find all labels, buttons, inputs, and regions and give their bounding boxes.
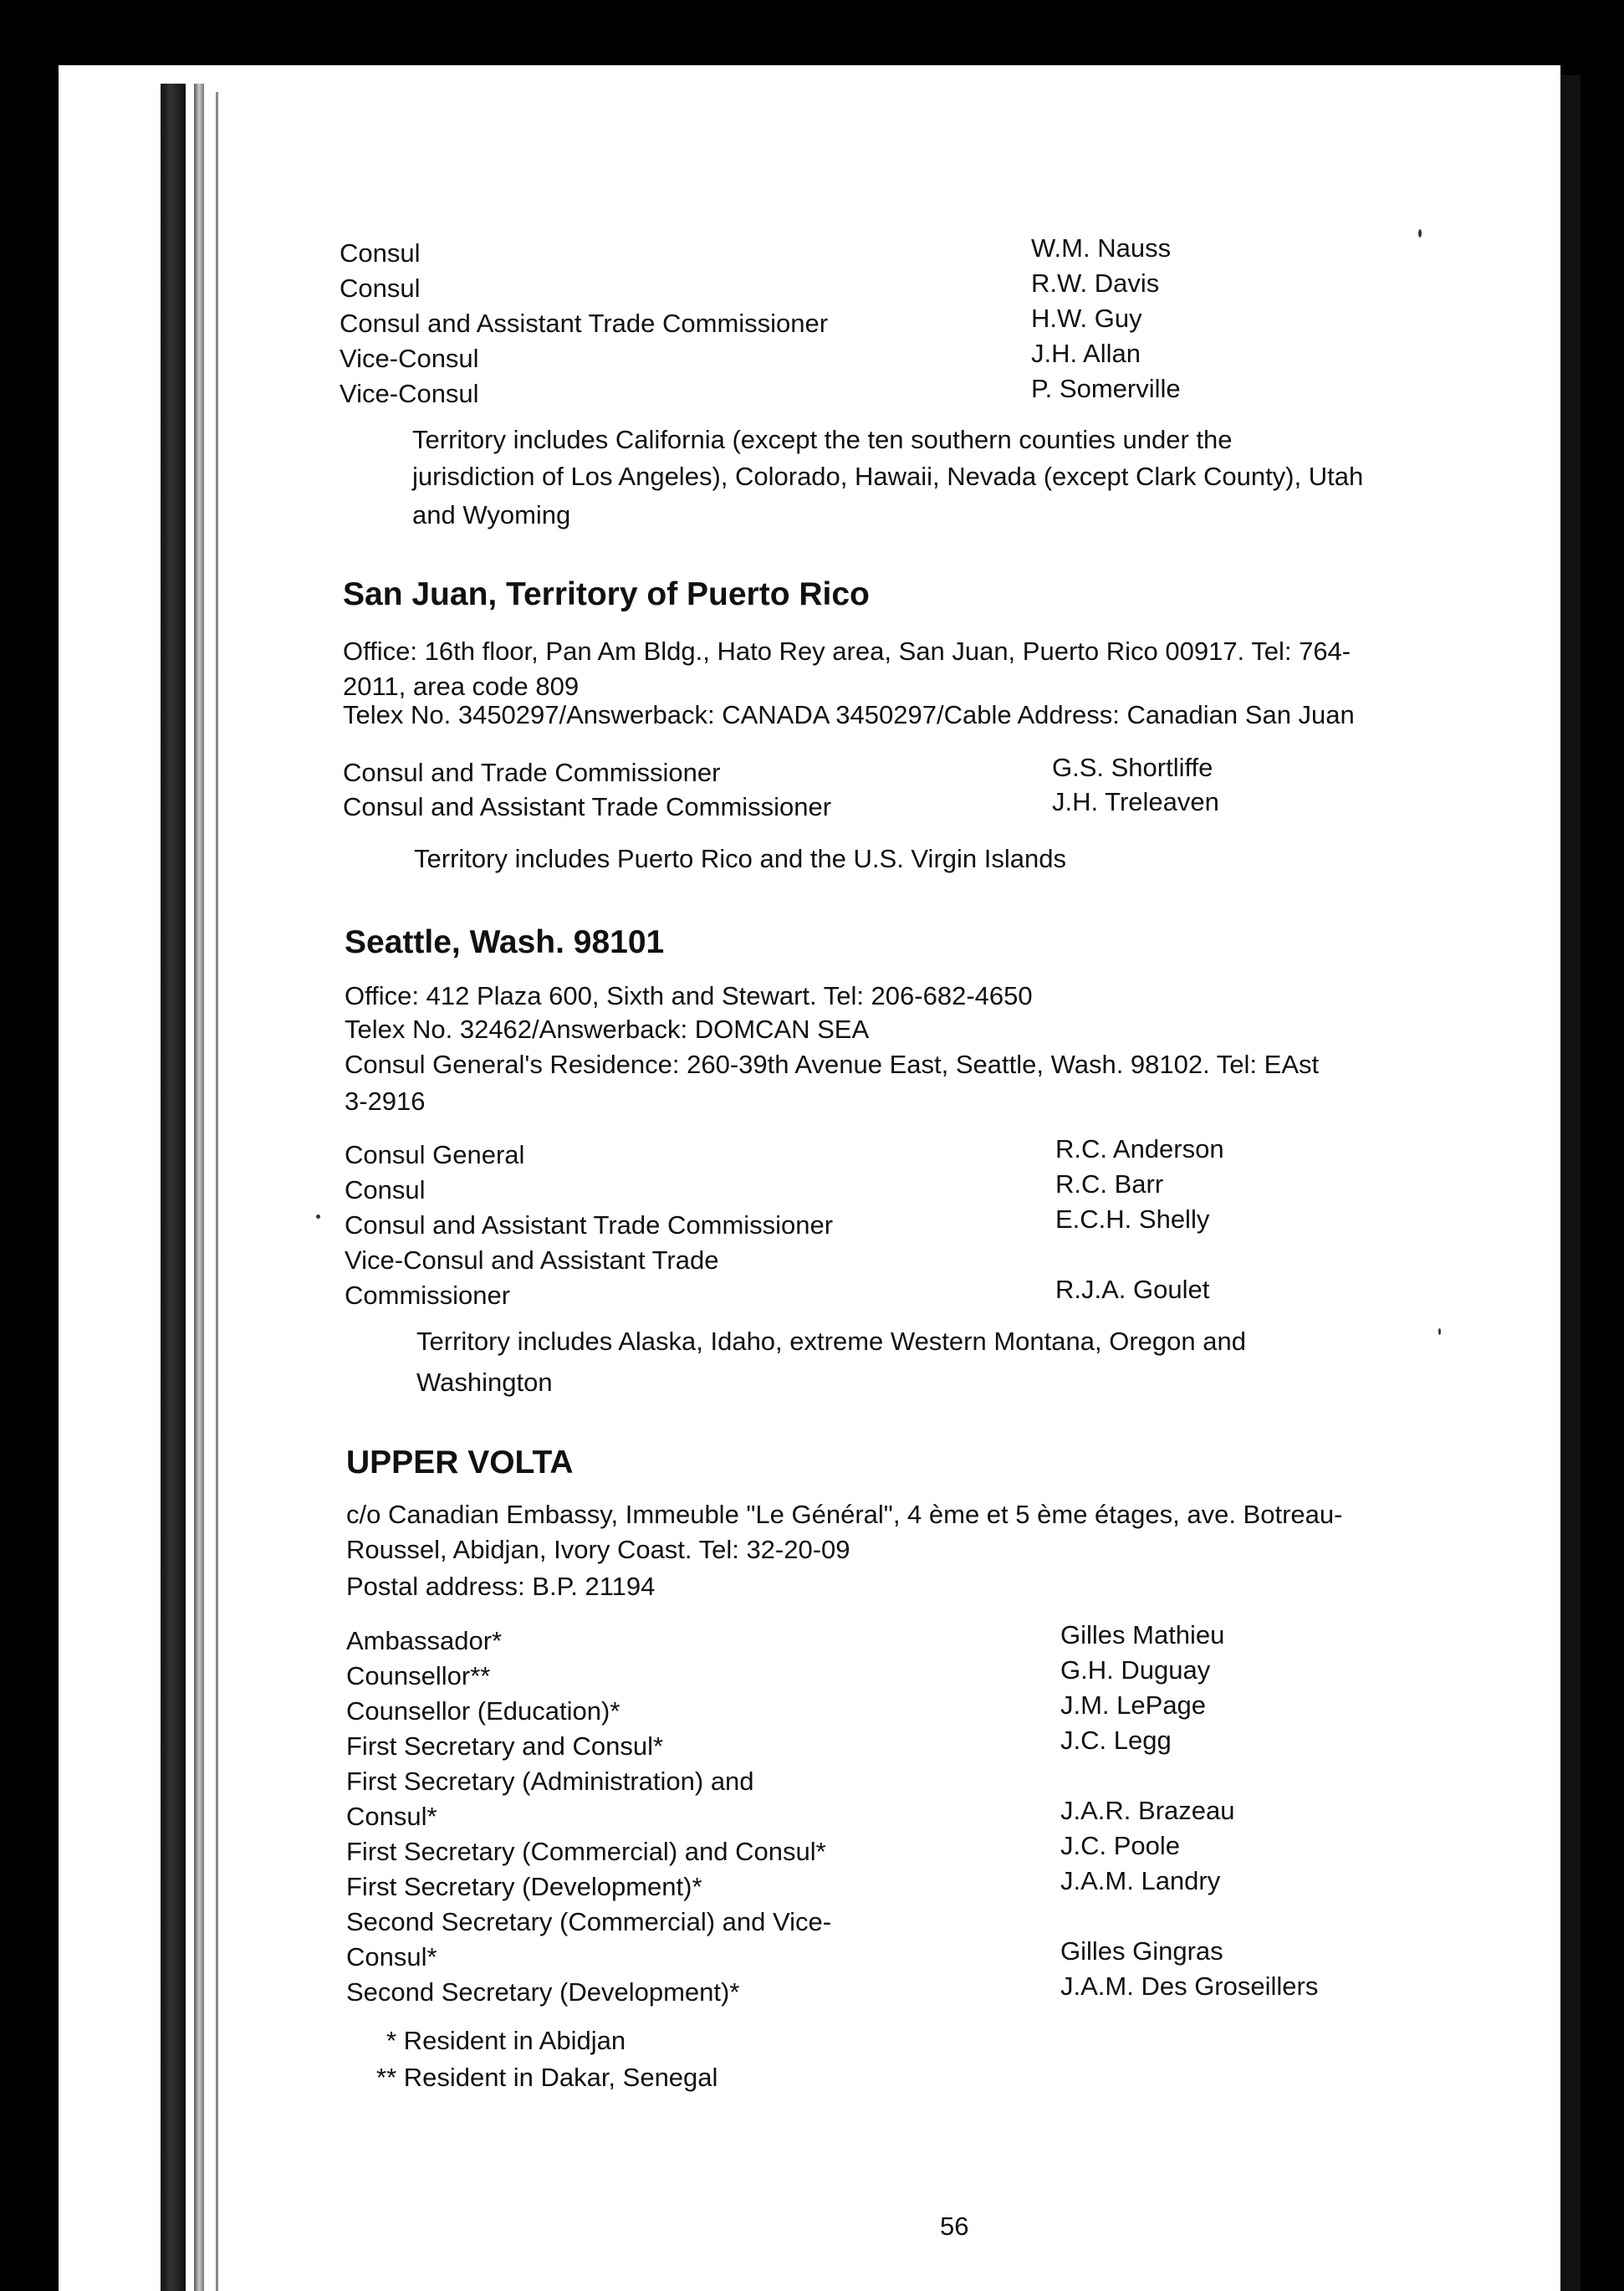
staff-title: Consul and Assistant Trade Commissioner xyxy=(345,1210,834,1240)
staff-title: Consul* xyxy=(346,1942,437,1971)
book-spine-line xyxy=(216,92,218,2291)
office-line: Telex No. 3450297/Answerback: CANADA 3450297/Cable Address: Canadian San Juan xyxy=(343,700,1355,729)
staff-name: R.C. Barr xyxy=(1055,1169,1164,1199)
staff-name: J.A.R. Brazeau xyxy=(1060,1796,1235,1825)
territory-line: and Wyoming xyxy=(412,500,571,529)
staff-name: J.M. LePage xyxy=(1060,1690,1207,1720)
page-right-shadow xyxy=(1560,75,1581,2291)
staff-name: J.H. Treleaven xyxy=(1052,787,1219,816)
staff-title: Counsellor** xyxy=(346,1661,491,1690)
staff-name: R.J.A. Goulet xyxy=(1055,1275,1210,1304)
territory-line: Territory includes California (except the ten southern counties under the xyxy=(412,425,1233,454)
staff-name: J.H. Allan xyxy=(1031,339,1141,368)
staff-title: First Secretary (Commercial) and Consul* xyxy=(346,1837,826,1866)
office-line: 3-2916 xyxy=(345,1087,426,1116)
staff-name: W.M. Nauss xyxy=(1031,233,1172,263)
scan-border-right xyxy=(1581,67,1624,2291)
staff-name: J.C. Legg xyxy=(1060,1726,1172,1755)
office-line: Consul General's Residence: 260-39th Avenue East, Seattle, Wash. 98102. Tel: EAst xyxy=(345,1050,1320,1079)
staff-title: Consul and Trade Commissioner xyxy=(343,758,721,787)
scan-speck xyxy=(316,1215,320,1219)
address-line: c/o Canadian Embassy, Immeuble "Le Général", 4 ème et 5 ème étages, ave. Botreau- xyxy=(346,1500,1343,1529)
staff-title: Consul xyxy=(340,238,421,268)
page-number: 56 xyxy=(940,2212,969,2241)
book-spine-shadow xyxy=(161,84,186,2291)
staff-title: Vice-Consul and Assistant Trade xyxy=(345,1245,719,1275)
footnote: * Resident in Abidjan xyxy=(386,2026,626,2055)
staff-name: R.C. Anderson xyxy=(1055,1134,1224,1163)
footnote: ** Resident in Dakar, Senegal xyxy=(376,2063,718,2092)
staff-name: G.H. Duguay xyxy=(1060,1655,1211,1685)
page-sheet xyxy=(59,65,1547,2291)
staff-title: Vice-Consul xyxy=(340,344,479,373)
staff-title: Second Secretary (Development)* xyxy=(346,1977,740,2007)
territory-note-san-juan: Territory includes Puerto Rico and the U.S. Virgin Islands xyxy=(414,844,1066,873)
staff-name: E.C.H. Shelly xyxy=(1055,1204,1210,1234)
section-heading-san-juan: San Juan, Territory of Puerto Rico xyxy=(343,576,870,612)
staff-name: P. Somerville xyxy=(1031,374,1181,403)
staff-title: Counsellor (Education)* xyxy=(346,1696,620,1726)
territory-line: Washington xyxy=(416,1368,553,1397)
staff-title: First Secretary (Administration) and xyxy=(346,1767,754,1796)
staff-name: J.A.M. Landry xyxy=(1060,1866,1221,1895)
territory-line: Territory includes Alaska, Idaho, extreme Western Montana, Oregon and xyxy=(416,1327,1246,1356)
staff-title: Second Secretary (Commercial) and Vice- xyxy=(346,1907,832,1936)
territory-line: jurisdiction of Los Angeles), Colorado, Hawaii, Nevada (except Clark County), Utah xyxy=(412,462,1364,491)
staff-title: Consul xyxy=(340,274,421,303)
staff-name: Gilles Gingras xyxy=(1060,1936,1223,1966)
scan-speck xyxy=(1418,229,1422,238)
staff-name: R.W. Davis xyxy=(1031,268,1160,298)
staff-title: Consul* xyxy=(346,1802,437,1831)
staff-name: J.C. Poole xyxy=(1060,1831,1181,1860)
office-line: 2011, area code 809 xyxy=(343,672,580,701)
staff-title: First Secretary (Development)* xyxy=(346,1872,702,1901)
scan-speck xyxy=(1438,1328,1441,1335)
staff-title: Commissioner xyxy=(345,1281,511,1310)
office-line: Office: 16th floor, Pan Am Bldg., Hato Rey area, San Juan, Puerto Rico 00917. Tel: 764- xyxy=(343,637,1351,666)
staff-title: Consul General xyxy=(345,1140,525,1169)
book-spine-edge xyxy=(194,84,204,2291)
office-line: Office: 412 Plaza 600, Sixth and Stewart. Tel: 206-682-4650 xyxy=(345,981,1033,1010)
staff-title: Consul and Assistant Trade Commissioner xyxy=(340,309,829,338)
page-right-margin xyxy=(1547,65,1560,2291)
staff-title: Consul and Assistant Trade Commissioner xyxy=(343,792,832,821)
section-heading-upper-volta: UPPER VOLTA xyxy=(346,1445,574,1480)
staff-title: Consul xyxy=(345,1175,426,1204)
section-heading-seattle: Seattle, Wash. 98101 xyxy=(345,924,665,960)
staff-name: H.W. Guy xyxy=(1031,304,1142,333)
staff-name: Gilles Mathieu xyxy=(1060,1620,1225,1649)
staff-title: Ambassador* xyxy=(346,1626,503,1655)
staff-title: First Secretary and Consul* xyxy=(346,1731,664,1761)
staff-title: Vice-Consul xyxy=(340,379,479,408)
address-line: Postal address: B.P. 21194 xyxy=(346,1572,656,1601)
office-line: Telex No. 32462/Answerback: DOMCAN SEA xyxy=(345,1015,870,1044)
staff-name: G.S. Shortliffe xyxy=(1052,753,1213,782)
staff-name: J.A.M. Des Groseillers xyxy=(1060,1971,1319,2001)
address-line: Roussel, Abidjan, Ivory Coast. Tel: 32-20-09 xyxy=(346,1535,850,1564)
